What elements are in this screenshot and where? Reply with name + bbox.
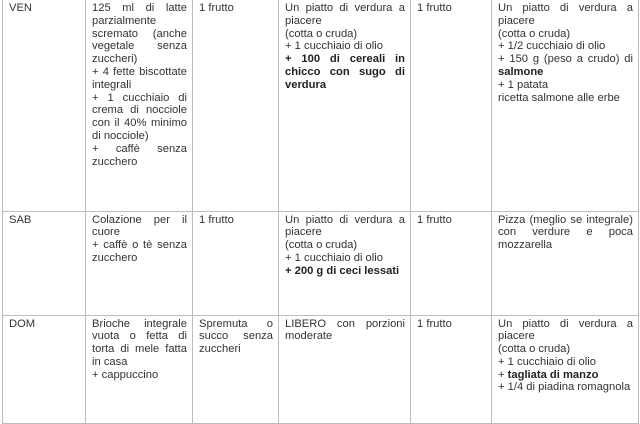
colazione-line: + 1 cucchiaio di crema di nocciole con il 40% minimo di nocciole) xyxy=(92,91,187,142)
pranzo-cell xyxy=(279,315,411,423)
pranzo-line: + 1 cucchiaio di olio xyxy=(285,251,383,264)
merenda-cell xyxy=(411,211,492,315)
spuntino-cell xyxy=(193,211,279,315)
pranzo-line: (cotta o cruda) xyxy=(285,239,358,252)
cena-cell xyxy=(492,315,639,423)
day-cell xyxy=(3,315,86,423)
merenda-text: 1 frutto xyxy=(417,213,452,226)
cena-line: (cotta o cruda) xyxy=(498,343,571,356)
cena-line: (cotta o cruda) xyxy=(498,27,571,40)
cena-cell xyxy=(492,211,639,315)
pranzo-cell xyxy=(279,0,411,211)
cena-line: Un piatto di verdura a piacere xyxy=(498,2,633,27)
cena-line: + 1/4 di piadina romagnola xyxy=(498,381,631,394)
merenda-text: 1 frutto xyxy=(417,2,452,14)
colazione-cell xyxy=(86,211,193,315)
day-cell xyxy=(3,0,86,211)
cena-line: + 1 cucchiaio di olio xyxy=(498,355,596,368)
day-label: VEN xyxy=(9,2,33,14)
pranzo-line: + 200 g di ceci lessati xyxy=(285,264,400,277)
merenda-cell xyxy=(411,315,492,423)
cena-line xyxy=(498,53,633,79)
spuntino-text: 1 frutto xyxy=(199,213,234,226)
colazione-line: Colazione per il cuore xyxy=(92,213,187,239)
pranzo-line: + 100 di cereali in chicco con sugo di verdura xyxy=(285,53,405,91)
colazione-line: + caffè o tè senza zucchero xyxy=(92,239,187,264)
merenda-cell xyxy=(411,0,492,211)
cena-line: Un piatto di verdura a piacere xyxy=(498,317,633,343)
cena-line-text: + xyxy=(498,368,505,381)
spuntino-text: Spremuta o succo senza zuccheri xyxy=(199,317,273,356)
day-label: SAB xyxy=(9,213,32,226)
cena-text: Pizza (meglio se integrale) con verdure e poca mozzarella xyxy=(498,213,633,252)
pranzo-line: Un piatto di verdura a piacere xyxy=(285,213,405,239)
pranzo-text: LIBERO con porzioni moderate xyxy=(285,317,405,343)
table-row-dom xyxy=(3,315,639,423)
pranzo-cell xyxy=(279,211,411,315)
colazione-line: Brioche integrale vuota o fetta di torta di mele fatta in casa xyxy=(92,317,187,368)
cena-line: + 1/2 cucchiaio di olio xyxy=(498,40,606,53)
table-row-sab xyxy=(3,211,639,315)
cena-line xyxy=(498,369,633,382)
spuntino-cell xyxy=(193,315,279,423)
day-cell xyxy=(3,211,86,315)
cena-line: + 1 patata xyxy=(498,78,549,91)
merenda-text: 1 frutto xyxy=(417,317,452,330)
cena-line: ricetta salmone alle erbe xyxy=(498,91,620,104)
colazione-line: + caffè senza zucchero xyxy=(92,142,187,168)
colazione-line: + 4 fette biscottate integrali xyxy=(92,65,187,91)
pranzo-line: (cotta o cruda) xyxy=(285,27,358,40)
day-label: DOM xyxy=(9,317,36,330)
pranzo-line: + 1 cucchiaio di olio xyxy=(285,40,383,53)
cena-line-bold: tagliata di manzo xyxy=(507,368,599,381)
colazione-line: 125 ml di latte parzialmente scremato (anche vegetale senza zuccheri) xyxy=(92,2,187,66)
spuntino-cell xyxy=(193,0,279,211)
spuntino-text: 1 frutto xyxy=(199,2,234,14)
pranzo-line: Un piatto di verdura a piacere xyxy=(285,2,405,27)
colazione-cell xyxy=(86,0,193,211)
cena-cell xyxy=(492,0,639,211)
cena-line-text: + 150 g (peso a crudo) di xyxy=(498,53,633,66)
colazione-line: + cappuccino xyxy=(92,368,159,381)
table-row-ven xyxy=(3,0,639,211)
cena-line-bold: salmone xyxy=(498,65,544,78)
colazione-cell xyxy=(86,315,193,423)
meal-plan-table xyxy=(2,0,639,424)
